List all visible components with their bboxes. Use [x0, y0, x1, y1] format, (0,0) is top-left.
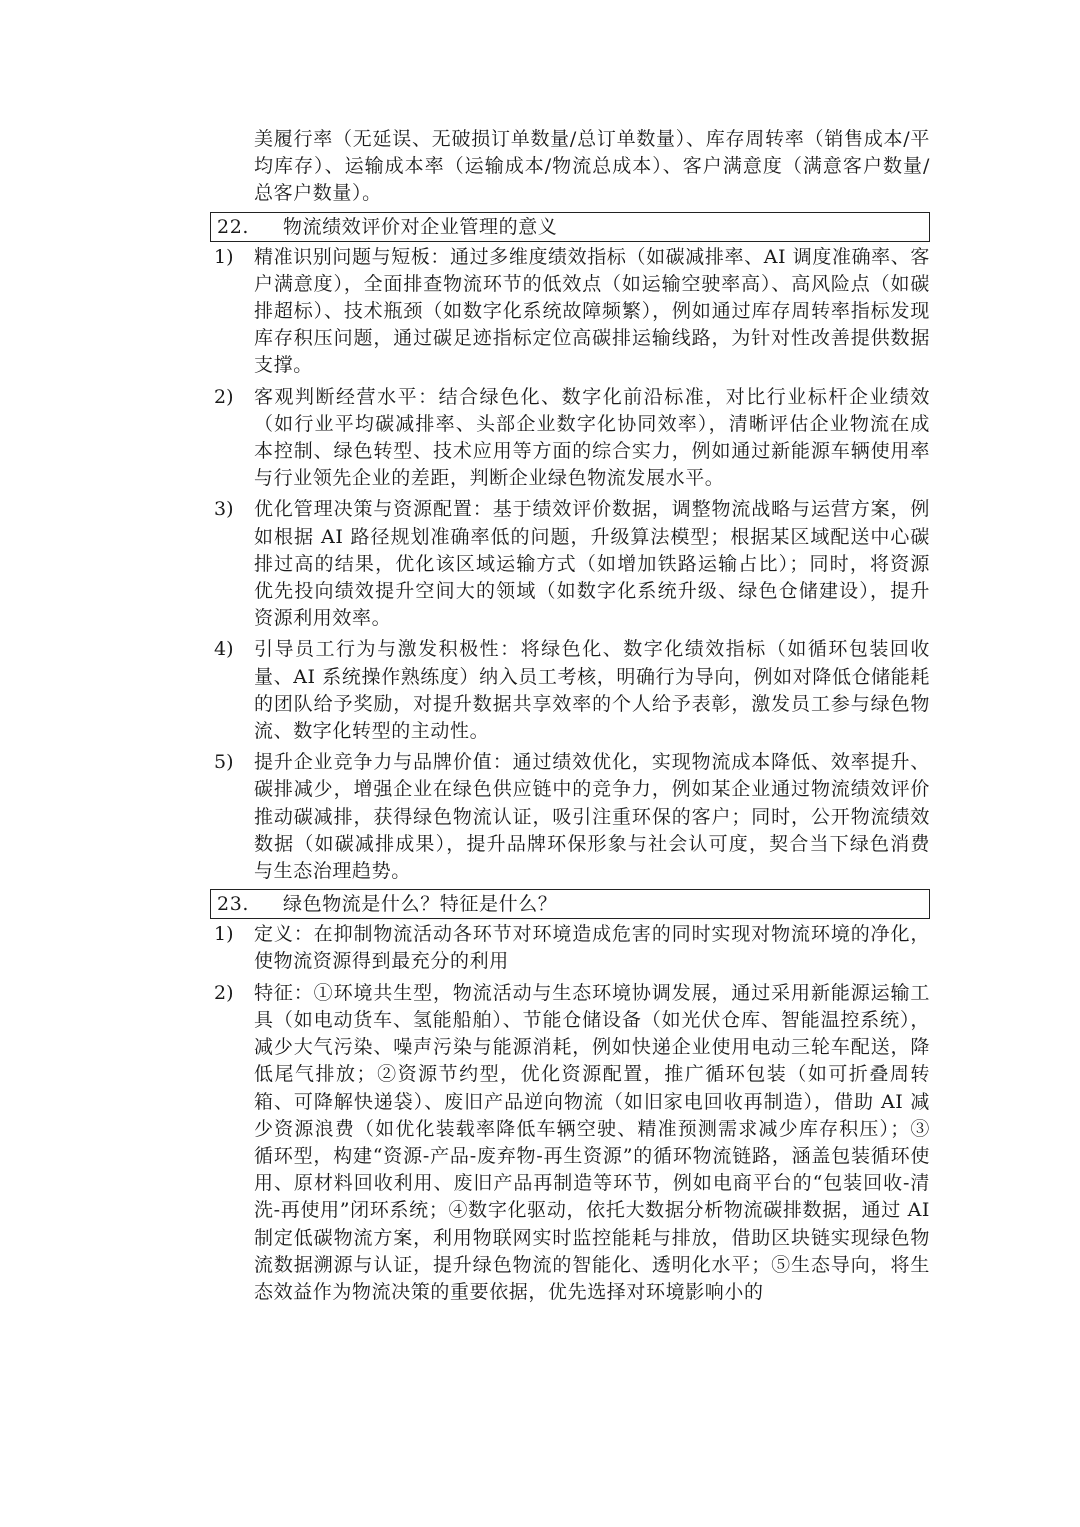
list-marker: 2) — [214, 385, 234, 408]
continuation-paragraph: 美履行率（无延误、无破损订单数量/总订单数量）、库存周转率（销售成本/平均库存）、运输成本率（运输成本/物流总成本）、客户满意度（满意客户数量/总客户数量）。 — [254, 128, 930, 205]
list-item-text: 引导员工行为与激发积极性：将绿色化、数字化绩效指标（如循环包装回收量、AI 系统操作熟练度）纳入员工考核，明确行为导向，例如对降低仓储能耗的团队给予奖励，对提升数据共享效率的个人给予表彰，激发员工参与绿色物流、数字化转型的主动性。 — [254, 638, 930, 743]
page-content — [210, 126, 930, 1310]
list-item-text: 客观判断经营水平：结合绿色化、数字化前沿标准，对比行业标杆企业绩效（如行业平均碳减排率、头部企业数字化协同效率），清晰评估企业物流在成本控制、绿色转型、技术应用等方面的综合实力，例如通过新能源车辆使用率与行业领先企业的差距，判断企业绿色物流发展水平。 — [254, 385, 930, 490]
section-title: 绿色物流是什么？特征是什么？ — [283, 893, 558, 916]
list-item-text: 提升企业竞争力与品牌价值：通过绩效优化，实现物流成本降低、效率提升、碳排减少，增强企业在绿色供应链中的竞争力，例如某企业通过物流绩效评价推动碳减排，获得绿色物流认证，吸引注重环保的客户；同时，公开物流绩效数据（如碳减排成果），提升品牌环保形象与社会认可度，契合当下绿色消费与生态治理趋势。 — [254, 751, 930, 883]
list-marker: 3) — [214, 498, 234, 521]
section-title: 物流绩效评价对企业管理的意义 — [283, 215, 558, 238]
section-heading-22 — [210, 212, 930, 242]
list-marker: 5) — [214, 751, 234, 774]
list-marker: 2) — [214, 981, 234, 1004]
list-item — [210, 384, 930, 493]
section-number: 22. — [217, 215, 250, 238]
list-item — [210, 496, 930, 632]
list-item-text: 精准识别问题与短板：通过多维度绩效指标（如碳减排率、AI 调度准确率、客户满意度），全面排查物流环节的低效点（如运输空驶率高）、高风险点（如碳排超标）、技术瓶颈（如数字化系统故障频繁），例如通过库存周转率指标发现库存积压问题，通过碳足迹指标定位高碳排运输线路，为针对性改善提供数据支撑。 — [254, 245, 930, 377]
section-heading-23 — [210, 889, 930, 919]
list-marker: 1) — [214, 923, 234, 946]
list-marker: 4) — [214, 638, 234, 661]
section-number: 23. — [217, 893, 250, 916]
list-item-text: 定义：在抑制物流活动各环节对环境造成危害的同时实现对物流环境的净化，使物流资源得到最充分的利用 — [254, 923, 930, 973]
list-item — [210, 749, 930, 885]
list-item — [210, 636, 930, 745]
list-item — [210, 921, 930, 975]
list-item-text: 特征：①环境共生型，物流活动与生态环境协调发展，通过采用新能源运输工具（如电动货车、氢能船舶）、节能仓储设备（如光伏仓库、智能温控系统），减少大气污染、噪声污染与能源消耗，例如快递企业使用电动三轮车配送，降低尾气排放；②资源节约型，优化资源配置，推广循环包装（如可折叠周转箱、可降解快递袋）、废旧产品逆向物流（如旧家电回收再制造），借助 AI 减少资源浪费（如优化装载率降低车辆空驶、精准预测需求减少库存积压）；③循环型，构建“资源-产品-废弃物-再生资源”的循环物流链路，涵盖包装循环使用、原材料回收利用、废旧产品再制造等环节，例如电商平台的“包装回收-清洗-再使用”闭环系统；④数字化驱动，依托大数据分析物流碳排数据，通过 AI 制定低碳物流方案，利用物联网实时监控能耗与排放，借助区块链实现绿色物流数据溯源与认证，提升绿色物流的智能化、透明化水平；⑤生态导向，将生态效益作为物流决策的重要依据，优先选择对环境影响小的 — [254, 981, 930, 1303]
list-marker: 1) — [214, 245, 234, 268]
list-item-text: 优化管理决策与资源配置：基于绩效评价数据，调整物流战略与运营方案，例如根据 AI 路径规划准确率低的问题，升级算法模型；根据某区域配送中心碳排过高的结果，优化该区域运输方式（如增加铁路运输占比）；同时，将资源优先投向绩效提升空间大的领域（如数字化系统升级、绿色仓储建设），提升资源利用效率。 — [254, 498, 930, 630]
list-item — [210, 244, 930, 380]
list-item — [210, 980, 930, 1306]
